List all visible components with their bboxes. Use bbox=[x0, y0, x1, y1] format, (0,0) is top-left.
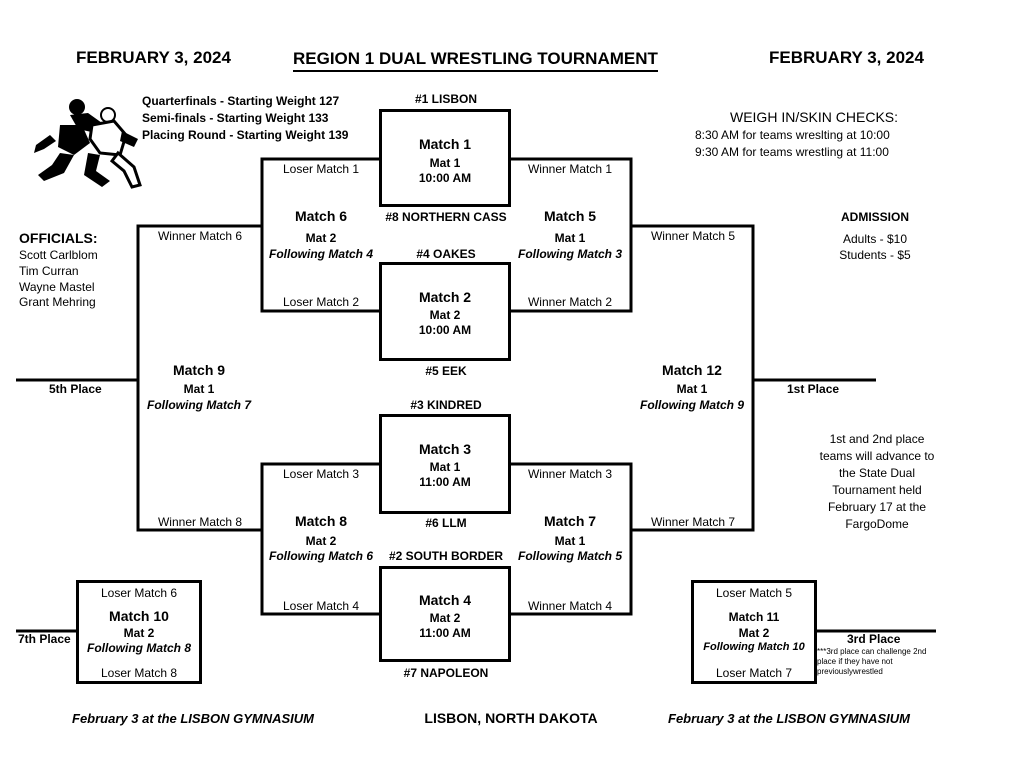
match-4-box bbox=[379, 566, 511, 662]
weigh-in-line: 8:30 AM for teams wreslting at 10:00 bbox=[695, 128, 890, 142]
match-2-box bbox=[379, 262, 511, 361]
loser-match-5-slot: Loser Match 5 bbox=[715, 586, 793, 600]
match-1-time: 10:00 AM bbox=[418, 171, 472, 185]
official-name: Tim Curran bbox=[19, 264, 79, 278]
match-5-mat: Mat 1 bbox=[554, 231, 586, 245]
match-3-time: 11:00 AM bbox=[419, 475, 471, 489]
schedule-quarterfinals: Quarterfinals - Starting Weight 127 bbox=[142, 94, 340, 108]
loser-match-2-slot: Loser Match 2 bbox=[282, 295, 360, 309]
match-11-time: Following Match 10 bbox=[703, 641, 805, 653]
match-9-mat: Mat 1 bbox=[183, 382, 215, 396]
match-3-box bbox=[379, 414, 511, 514]
first-place-label: 1st Place bbox=[787, 382, 840, 396]
loser-match-4-slot: Loser Match 4 bbox=[282, 599, 360, 613]
match-11-box bbox=[691, 580, 817, 684]
team-seed-6: #6 LLM bbox=[425, 516, 467, 530]
match-1-mat: Mat 1 bbox=[429, 156, 461, 170]
footer-location-left: February 3 at the LISBON GYMNASIUM bbox=[72, 711, 314, 726]
match-12-time: Following Match 9 bbox=[640, 398, 744, 412]
winner-match-8-slot: Winner Match 8 bbox=[157, 515, 243, 529]
weigh-in-title: WEIGH IN/SKIN CHECKS: bbox=[729, 109, 899, 125]
schedule-semifinals: Semi-finals - Starting Weight 133 bbox=[142, 111, 329, 125]
team-seed-5: #5 EEK bbox=[425, 364, 467, 378]
team-seed-3: #3 KINDRED bbox=[410, 398, 482, 412]
loser-match-1-slot: Loser Match 1 bbox=[282, 162, 360, 176]
match-11-title: Match 11 bbox=[728, 610, 780, 624]
winner-match-7-slot: Winner Match 7 bbox=[650, 515, 736, 529]
official-name: Wayne Mastel bbox=[19, 280, 95, 294]
match-4-mat: Mat 2 bbox=[429, 611, 461, 625]
loser-match-8-slot: Loser Match 8 bbox=[100, 666, 178, 680]
date-right: FEBRUARY 3, 2024 bbox=[769, 48, 924, 67]
winner-match-1-slot: Winner Match 1 bbox=[527, 162, 613, 176]
admission-students: Students - $5 bbox=[839, 248, 911, 262]
match-12-mat: Mat 1 bbox=[676, 382, 708, 396]
seventh-place-label: 7th Place bbox=[18, 632, 71, 646]
match-3-title: Match 3 bbox=[418, 441, 472, 457]
weigh-in-line: 9:30 AM for teams wrestling at 11:00 bbox=[695, 145, 889, 159]
footer-city: LISBON, NORTH DAKOTA bbox=[424, 710, 598, 726]
match-10-time: Following Match 8 bbox=[87, 641, 191, 655]
officials-title: OFFICIALS: bbox=[19, 230, 98, 246]
match-10-mat: Mat 2 bbox=[123, 626, 155, 640]
winner-match-5-slot: Winner Match 5 bbox=[650, 229, 736, 243]
team-seed-8: #8 NORTHERN CASS bbox=[385, 210, 507, 224]
team-seed-1: #1 LISBON bbox=[414, 92, 478, 106]
date-left: FEBRUARY 3, 2024 bbox=[76, 48, 231, 67]
match-12-title: Match 12 bbox=[662, 362, 722, 378]
match-1-title: Match 1 bbox=[418, 136, 472, 152]
match-8-title: Match 8 bbox=[294, 513, 348, 529]
loser-match-6-slot: Loser Match 6 bbox=[100, 586, 178, 600]
match-7-title: Match 7 bbox=[543, 513, 597, 529]
footer-location-right: February 3 at the LISBON GYMNASIUM bbox=[668, 711, 910, 726]
winner-match-3-slot: Winner Match 3 bbox=[527, 467, 613, 481]
match-7-mat: Mat 1 bbox=[554, 534, 586, 548]
match-9-time: Following Match 7 bbox=[147, 398, 251, 412]
match-4-title: Match 4 bbox=[418, 592, 472, 608]
match-9-title: Match 9 bbox=[172, 362, 226, 378]
match-5-title: Match 5 bbox=[543, 208, 597, 224]
advance-note: 1st and 2nd place teams will advance to the State Dual Tournament held February 17 at the FargoDome bbox=[819, 432, 935, 531]
team-seed-2: #2 SOUTH BORDER bbox=[388, 549, 504, 563]
schedule-placing: Placing Round - Starting Weight 139 bbox=[142, 128, 349, 142]
fifth-place-label: 5th Place bbox=[49, 382, 102, 396]
team-seed-4: #4 OAKES bbox=[416, 247, 476, 261]
match-6-mat: Mat 2 bbox=[305, 231, 337, 245]
match-8-time: Following Match 6 bbox=[269, 549, 373, 563]
match-10-title: Match 10 bbox=[109, 608, 169, 624]
winner-match-4-slot: Winner Match 4 bbox=[527, 599, 613, 613]
third-place-label: 3rd Place bbox=[847, 632, 901, 646]
winner-match-2-slot: Winner Match 2 bbox=[527, 295, 613, 309]
match-6-time: Following Match 4 bbox=[269, 247, 373, 261]
match-3-mat: Mat 1 bbox=[429, 460, 461, 474]
match-4-time: 11:00 AM bbox=[419, 626, 471, 640]
match-6-title: Match 6 bbox=[294, 208, 348, 224]
match-2-title: Match 2 bbox=[418, 289, 472, 305]
match-5-time: Following Match 3 bbox=[518, 247, 622, 261]
match-2-mat: Mat 2 bbox=[429, 308, 461, 322]
match-11-mat: Mat 2 bbox=[738, 626, 770, 640]
official-name: Grant Mehring bbox=[19, 295, 96, 309]
third-place-note: ***3rd place can challenge 2nd place if they have not previouslywrestled bbox=[817, 647, 927, 676]
match-7-time: Following Match 5 bbox=[518, 549, 622, 563]
official-name: Scott Carlblom bbox=[19, 248, 98, 262]
admission-adults: Adults - $10 bbox=[842, 232, 908, 246]
match-8-mat: Mat 2 bbox=[305, 534, 337, 548]
winner-match-6-slot: Winner Match 6 bbox=[157, 229, 243, 243]
admission-title: ADMISSION bbox=[840, 210, 910, 224]
match-2-time: 10:00 AM bbox=[418, 323, 472, 337]
page-title: REGION 1 DUAL WRESTLING TOURNAMENT bbox=[293, 49, 658, 72]
match-1-box bbox=[379, 109, 511, 207]
loser-match-3-slot: Loser Match 3 bbox=[282, 467, 360, 481]
team-seed-7: #7 NAPOLEON bbox=[403, 666, 489, 680]
loser-match-7-slot: Loser Match 7 bbox=[715, 666, 793, 680]
match-10-box bbox=[76, 580, 202, 684]
